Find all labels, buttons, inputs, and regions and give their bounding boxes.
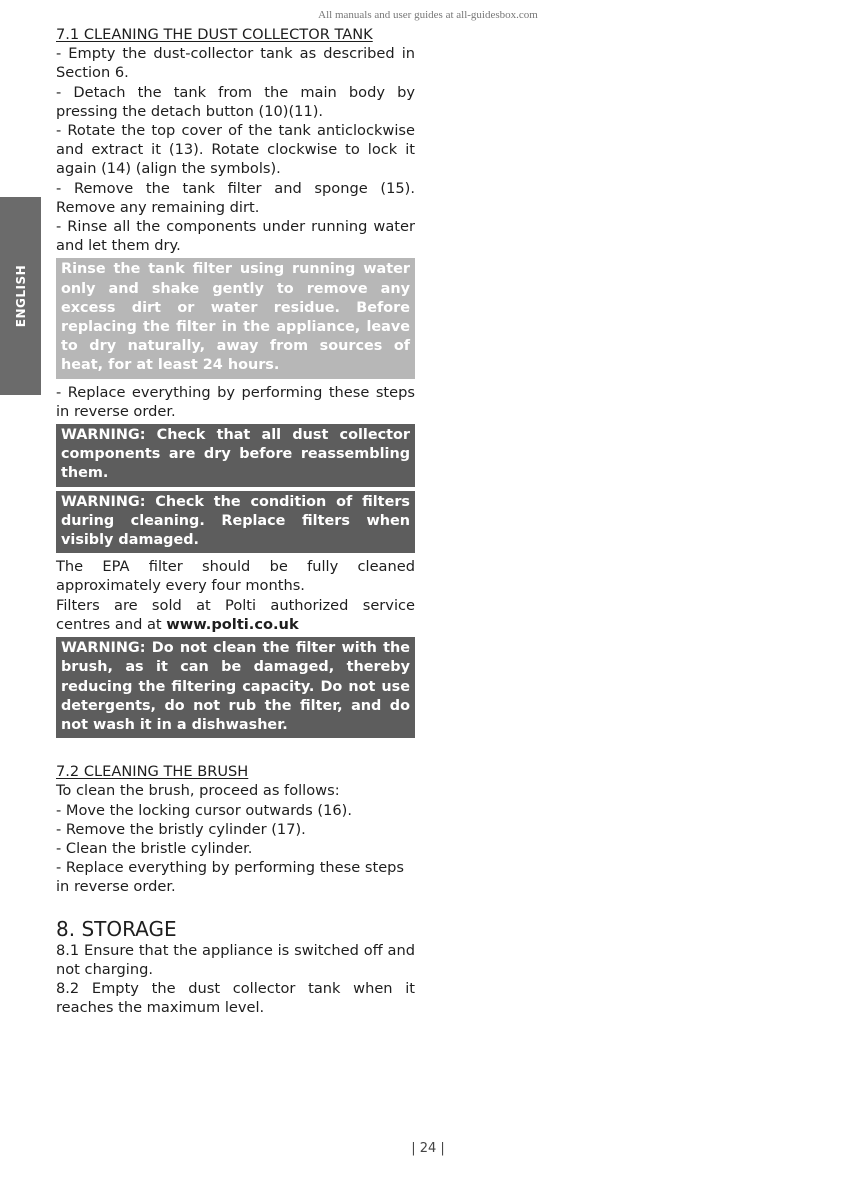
brush-step-clean: - Clean the bristle cylinder. — [56, 839, 253, 857]
section-8-title: 8. STORAGE — [56, 916, 177, 941]
brush-step-replace: - Replace everything by performing these steps in reverse order. — [56, 859, 405, 896]
step-detach-tank: - Detach the tank from the main body by pressing the detach button (10)(11). — [56, 83, 415, 120]
step-remove-filter: - Remove the tank filter and sponge (15). Remove any remaining dirt. — [56, 179, 415, 216]
storage-item-1: 8.1 Ensure that the appliance is switched off and not charging. — [56, 941, 415, 978]
content-column — [56, 25, 415, 1017]
step-rinse: - Rinse all the components under running water and let them dry. — [56, 218, 415, 255]
language-tab-label: ENGLISH — [13, 264, 28, 328]
section-7-1-title: 7.1 CLEANING THE DUST COLLECTOR TANK — [56, 26, 373, 43]
step-rotate-cover: - Rotate the top cover of the tank anticlockwise and extract it (13). Rotate clockwise to lock it again (14) (align the symbols). — [56, 122, 415, 178]
language-tab — [0, 197, 41, 395]
brush-step-cursor: - Move the locking cursor outwards (16). — [56, 801, 353, 819]
watermark: All manuals and user guides at all-guidesbox.com — [318, 9, 538, 21]
storage-item-2: 8.2 Empty the dust collector tank when it reaches the maximum level. — [56, 979, 415, 1017]
section-7-2-title: 7.2 CLEANING THE BRUSH — [56, 763, 249, 781]
brush-intro: To clean the brush, proceed as follows: — [56, 782, 340, 800]
polti-link[interactable]: www.polti.co.uk — [166, 615, 299, 633]
filters-sold-label: Filters are sold at Polti authorized service centres and at — [56, 596, 415, 633]
page-number: | 24 | — [411, 1141, 445, 1156]
brush-step-remove: - Remove the bristly cylinder (17). — [56, 820, 306, 838]
warning-dry-components: WARNING: Check that all dust collector components are dry before reassembling them. — [56, 424, 415, 487]
warning-filter-condition: WARNING: Check the condition of filters during cleaning. Replace filters when visibly damaged. — [56, 491, 415, 554]
warning-do-not-brush: WARNING: Do not clean the filter with the brush, as it can be damaged, thereby reducing the filtering capacity. Do not use detergents, do not rub the filter, and do not wash it in a dishwasher. — [56, 637, 415, 738]
filters-sold-text — [56, 596, 415, 634]
epa-filter-text: The EPA filter should be fully cleaned approximately every four months. — [56, 558, 415, 595]
step-empty-tank: - Empty the dust-collector tank as described in Section 6. — [56, 45, 415, 82]
step-replace: - Replace everything by performing these steps in reverse order. — [56, 383, 415, 420]
rinse-note-box: Rinse the tank filter using running water only and shake gently to remove any excess dirt or water residue. Before replacing the filter in the appliance, leave to dry naturally, away from sources of heat, for at least 24 hours. — [56, 258, 415, 378]
